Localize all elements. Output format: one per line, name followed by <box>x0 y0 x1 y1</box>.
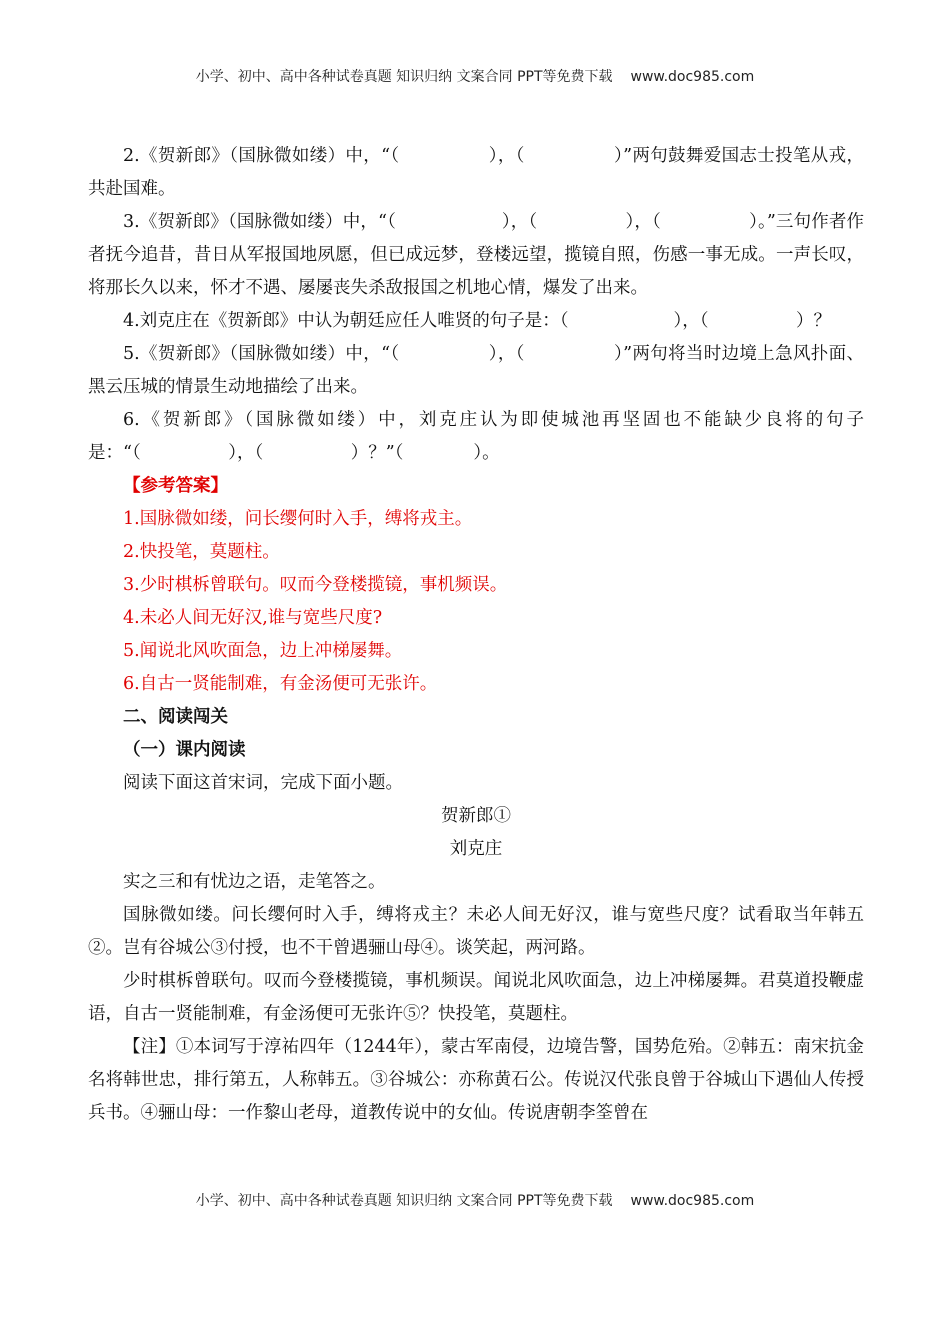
question-5: 5.《贺新郎》（国脉微如缕）中，“（ ），（ ）”两句将当时边境上急风扑面、黑云压城的情景生动地描绘了出来。 <box>88 344 864 397</box>
poem-note: 【注】①本词写于淳祐四年（1244年），蒙古军南侵，边境告警，国势危殆。②韩五：南宋抗金名将韩世忠，排行第五，人称韩五。③谷城公：亦称黄石公。传说汉代张良曾于谷城山下遇仙人传授兵书。④骊山母：一作黎山老母，道教传说中的女仙。传说唐朝李筌曾在 <box>88 1037 864 1123</box>
question-2: 2.《贺新郎》（国脉微如缕）中，“（ ），（ ）”两句鼓舞爱国志士投笔从戎，共赴国难。 <box>88 146 864 199</box>
poem-stanza-1: 国脉微如缕。问长缨何时入手，缚将戎主？未必人间无好汉，谁与宽些尺度？试看取当年韩五②。岂有谷城公③付授，也不干曾遇骊山母④。谈笑起，两河路。 <box>88 905 864 958</box>
poem-title: 贺新郎① <box>441 806 511 826</box>
poem-stanza-2: 少时棋柝曾联句。叹而今登楼揽镜，事机频误。闻说北风吹面急，边上冲梯屡舞。君莫道投鞭虚语，自古一贤能制难，有金汤便可无张许⑤？快投笔，莫题柱。 <box>88 971 864 1024</box>
page-footer <box>0 1190 950 1210</box>
answer-4: 4.未必人间无好汉,谁与宽些尺度? <box>123 608 383 628</box>
answer-2: 2.快投笔，莫题柱。 <box>123 542 280 562</box>
question-6: 6.《贺新郎》（国脉微如缕）中，刘克庄认为即使城池再坚固也不能缺少良将的句子是：“（ ），（ ）？”（ ）。 <box>88 410 864 463</box>
answer-3: 3.少时棋柝曾联句。叹而今登楼揽镜，事机频误。 <box>123 575 508 595</box>
poem-author: 刘克庄 <box>449 839 503 859</box>
answer-1: 1.国脉微如缕，问长缨何时入手，缚将戎主。 <box>123 509 473 529</box>
answer-heading: 【参考答案】 <box>123 476 228 496</box>
page-header <box>0 66 950 86</box>
section-subtitle: （一）课内阅读 <box>123 740 246 760</box>
question-3: 3.《贺新郎》（国脉微如缕）中，“（ ），（ ），（ ）。”三句作者作者抚今追昔，昔日从军报国地夙愿，但已成远梦，登楼远望，揽镜自照，伤感一事无成。一声长叹，将那长久以来，怀才不遇、屡屡丧失杀敌报国之机地心情，爆发了出来。 <box>88 212 864 298</box>
document-body <box>88 140 864 1130</box>
poem-preface: 实之三和有忧边之语，走笔答之。 <box>123 872 386 892</box>
footer-text: 小学、初中、高中各种试卷真题 知识归纳 文案合同 PPT等免费下载 <box>195 1193 613 1209</box>
section-title: 二、阅读闯关 <box>123 707 228 727</box>
header-text: 小学、初中、高中各种试卷真题 知识归纳 文案合同 PPT等免费下载 <box>195 69 613 85</box>
question-4: 4.刘克庄在《贺新郎》中认为朝廷应任人唯贤的句子是：（ ），（ ）？ <box>123 311 831 331</box>
section-instruction: 阅读下面这首宋词，完成下面小题。 <box>123 773 403 793</box>
header-url[interactable]: www.doc985.com <box>630 69 755 85</box>
answer-5: 5.闻说北风吹面急，边上冲梯屡舞。 <box>123 641 403 661</box>
footer-url[interactable]: www.doc985.com <box>630 1193 755 1209</box>
answer-6: 6.自古一贤能制难，有金汤便可无张许。 <box>123 674 438 694</box>
